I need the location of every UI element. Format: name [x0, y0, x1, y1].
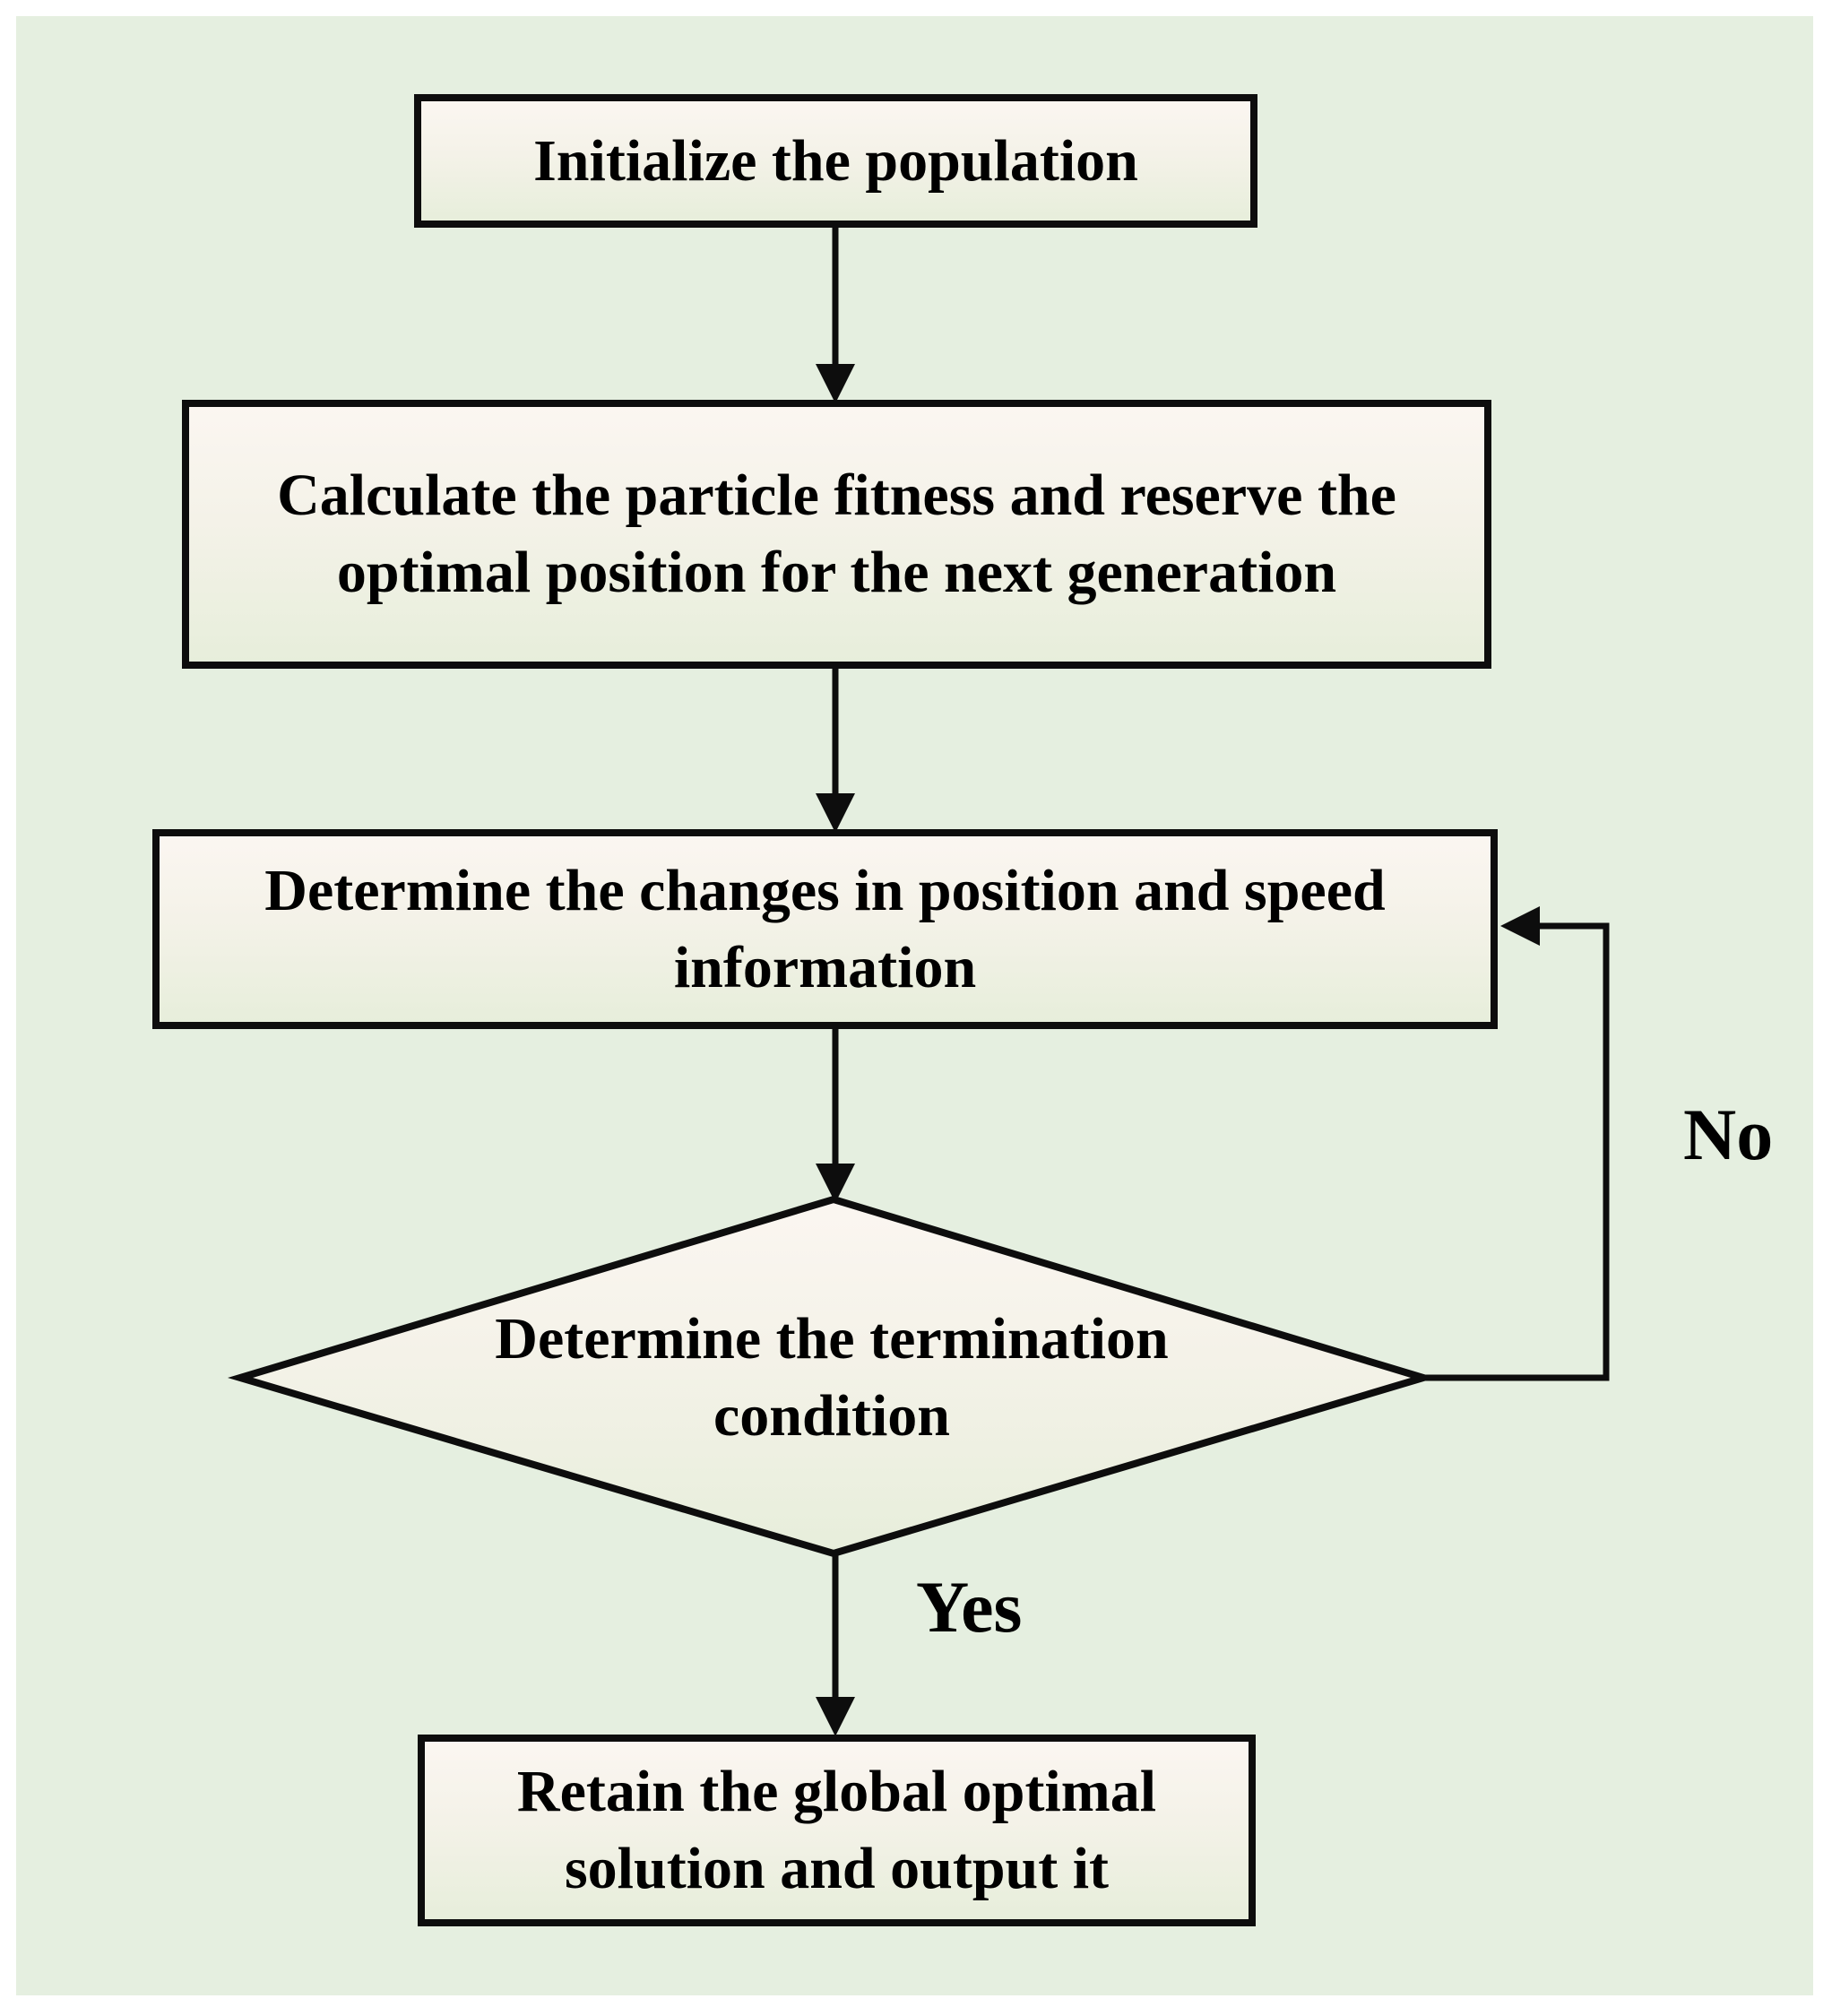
- node-initialize-population: [414, 94, 1257, 228]
- node-initialize-population-label: Initialize the population: [533, 127, 1138, 194]
- decision-label-line1: Determine the termination: [495, 1305, 1169, 1371]
- arrowhead-start-to-calculate: [816, 364, 855, 403]
- node-calculate-fitness-label-line1: Calculate the particle fitness and reserve the: [277, 463, 1396, 529]
- node-determine-changes: [152, 829, 1498, 1029]
- arrowhead-no-loop: [1500, 906, 1540, 946]
- node-retain-output-label-line2: solution and output it: [564, 1836, 1110, 1901]
- decision-termination-condition: [240, 1201, 1423, 1553]
- arrowhead-calculate-to-changes: [816, 793, 855, 833]
- node-retain-output: [418, 1735, 1256, 1926]
- node-calculate-fitness-label-line2: optimal position for the next generation: [336, 540, 1337, 605]
- yes-edge-label: Yes: [916, 1566, 1023, 1648]
- node-calculate-fitness: [182, 400, 1491, 669]
- node-determine-changes-label-line1: Determine the changes in position and speed: [264, 857, 1386, 923]
- no-edge-label: No: [1683, 1094, 1774, 1175]
- node-retain-output-label-line1: Retain the global optimal: [516, 1759, 1157, 1825]
- node-determine-changes-label-line2: information: [673, 934, 977, 1000]
- decision-label-line2: condition: [713, 1382, 951, 1449]
- arrowhead-changes-to-decision: [816, 1164, 855, 1203]
- arrowhead-decision-to-retain: [816, 1697, 855, 1736]
